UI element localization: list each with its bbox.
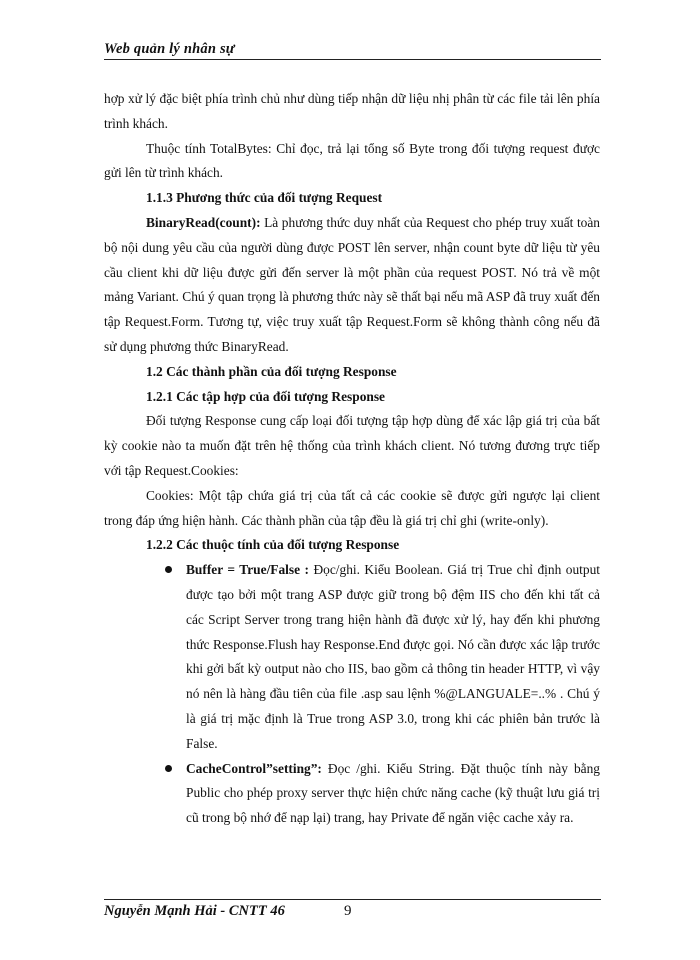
footer-author: Nguyễn Mạnh Hải - CNTT 46 bbox=[104, 903, 285, 919]
page-header-title: Web quản lý nhân sự bbox=[104, 41, 235, 57]
binaryread-description: Là phương thức duy nhất của Request cho phép truy xuất toàn bộ nội dung yêu cầu của người dùng được POST lên server, nhận count byte dữ liệu từ yêu cầu client khi dữ liệu được gửi đến server là một phần của request POST. Nó trả về một mảng Variant. Chú ý quan trọng là phương thức này sẽ thất bại nếu mã ASP đã truy xuất đến tập Request.Form. Tương tự, việc truy xuất tập Request.Form sẽ không thành công nếu đã sử dụng phương thức BinaryRead. bbox=[104, 214, 600, 354]
list-item-cachecontrol bbox=[104, 757, 600, 831]
paragraph-response-object: Đối tượng Response cung cấp loại đối tượng tập hợp dùng để xác lập giá trị của bất kỳ cookie nào ta muốn đặt trên hệ thống của trình khách client. Nó tương đương trực tiếp với tập Request.Cookies: bbox=[104, 413, 600, 478]
property-list bbox=[104, 558, 600, 831]
cachecontrol-description: Đọc /ghi. Kiểu String. Đặt thuộc tính này bằng Public cho phép proxy server thực hiện chức năng cache (kỹ thuật lưu giá trị cũ trong bộ nhớ để nạp lại) trang, hay Private để ngăn việc cache xảy ra. bbox=[186, 760, 600, 826]
paragraph-continuation: hợp xử lý đặc biệt phía trình chủ như dùng tiếp nhận dữ liệu nhị phân từ các file tải lên phía trình khách. bbox=[104, 91, 600, 131]
page-number: 9 bbox=[344, 903, 352, 919]
heading-response-properties: 1.2.2 Các thuộc tính của đối tượng Response bbox=[146, 537, 400, 553]
document-body bbox=[104, 87, 600, 831]
footer-rule bbox=[104, 899, 601, 900]
term-cachecontrol: CacheControl”setting”: bbox=[186, 760, 322, 776]
heading-response-components: 1.2 Các thành phần của đối tượng Response bbox=[146, 363, 397, 379]
list-item-buffer bbox=[104, 558, 600, 756]
bullet-icon bbox=[165, 765, 172, 772]
heading-request-methods: 1.1.3 Phương thức của đối tượng Request bbox=[146, 190, 383, 206]
paragraph-totalbytes: Thuộc tính TotalBytes: Chỉ đọc, trả lại tổng số Byte trong đối tượng request được gửi lên từ trình khách. bbox=[104, 140, 600, 181]
term-binaryread: BinaryRead(count): bbox=[146, 214, 261, 230]
paragraph-binaryread bbox=[104, 211, 600, 360]
header-rule bbox=[104, 59, 601, 60]
buffer-description: Đọc/ghi. Kiểu Boolean. Giá trị True chỉ định output được tạo bởi một trang ASP được giữ trong bộ đệm IIS cho đến khi tất cả các Script Server trong trang hiện hành đã được xử lý, hay đến khi phương thức Response.Flush hay Response.End được gọi. Nó cần được xác lập trước khi gởi bất kỳ output nào cho IIS, bao gồm cả thông tin header HTTP, vì vậy nó nên là hàng đầu tiên của file .asp sau lệnh %@LANGUALE=..% . Chú ý là giá trị mặc định là True trong ASP 3.0, trong khi các phiên bản trước là False. bbox=[186, 562, 600, 751]
paragraph-cookies: Cookies: Một tập chứa giá trị của tất cả các cookie sẽ được gửi ngược lại client trong đáp ứng hiện hành. Các thành phần của tập đều là giá trị chỉ ghi (write-only). bbox=[104, 487, 600, 528]
bullet-icon bbox=[165, 566, 172, 573]
heading-response-collections: 1.2.1 Các tập hợp của đối tượng Response bbox=[146, 388, 386, 404]
term-buffer: Buffer = True/False : bbox=[186, 562, 309, 578]
